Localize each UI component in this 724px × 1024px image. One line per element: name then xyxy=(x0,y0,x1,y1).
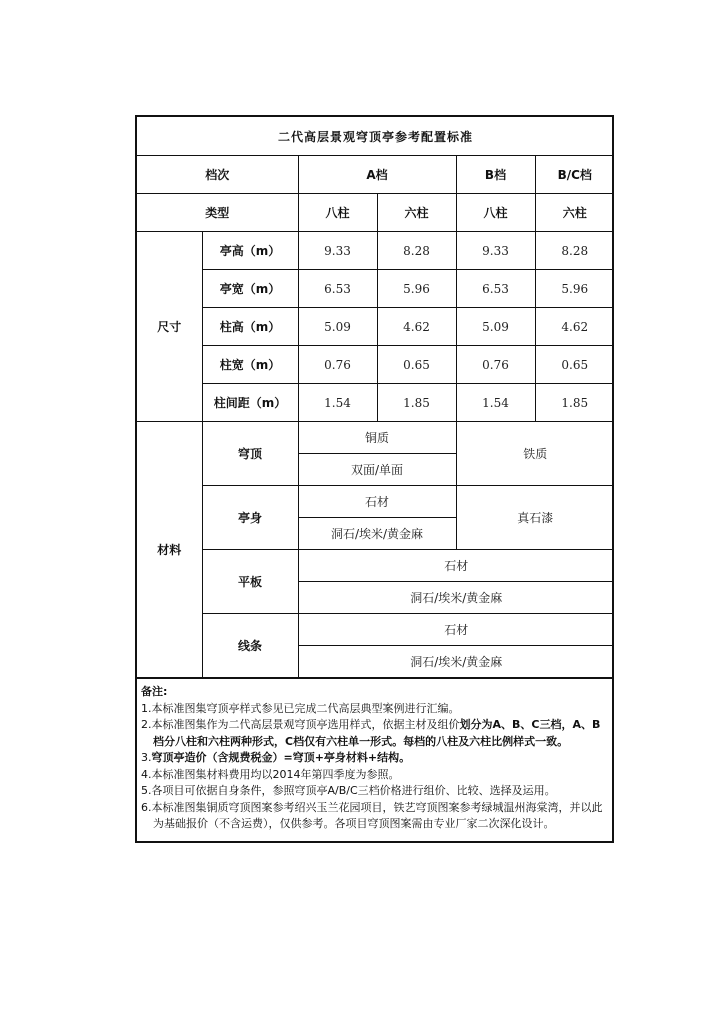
moulding-option: 洞石/埃米/黄金麻 xyxy=(298,646,614,678)
note-3-number: 3. xyxy=(141,751,152,764)
dim-value: 1.54 xyxy=(456,384,535,422)
dim-value: 0.76 xyxy=(298,346,377,384)
dim-value: 8.28 xyxy=(535,232,614,270)
moulding-material: 石材 xyxy=(298,614,614,646)
notes-section xyxy=(137,678,612,841)
dim-value: 5.96 xyxy=(535,270,614,308)
note-3-emphasis: 穹顶亭造价（含规费税金）=穹顶+亭身材料+结构。 xyxy=(151,751,411,764)
grade-b-header: B档 xyxy=(456,156,535,194)
dome-a-option: 双面/单面 xyxy=(298,454,456,486)
grade-label: 档次 xyxy=(137,156,298,194)
dim-value: 0.65 xyxy=(535,346,614,384)
note-2-text: 2.本标准图集作为二代高层景观穹顶亭选用样式，依据主材及组价 xyxy=(141,718,460,731)
body-a-material: 石材 xyxy=(298,486,456,518)
dim-label-height: 亭高（m） xyxy=(202,232,298,270)
body-a-option: 洞石/埃米/黄金麻 xyxy=(298,518,456,550)
body-label: 亭身 xyxy=(202,486,298,550)
slab-material: 石材 xyxy=(298,550,614,582)
note-5: 5.各项目可依据自身条件，参照穹顶亭A/B/C三档价格进行组价、比较、选择及运用。 xyxy=(141,784,556,797)
slab-label: 平板 xyxy=(202,550,298,614)
dim-label-column-height: 柱高（m） xyxy=(202,308,298,346)
dim-value: 1.54 xyxy=(298,384,377,422)
dim-value: 1.85 xyxy=(377,384,456,422)
dim-value: 1.85 xyxy=(535,384,614,422)
type-a-eight: 八柱 xyxy=(298,194,377,232)
dim-value: 9.33 xyxy=(298,232,377,270)
note-2 xyxy=(141,717,606,750)
dimensions-group-label: 尺寸 xyxy=(137,232,202,422)
body-bc-material: 真石漆 xyxy=(456,486,614,550)
spec-table xyxy=(137,117,614,678)
note-4: 4.本标准图集材料费用均以2014年第四季度为参照。 xyxy=(141,767,400,781)
dim-value: 9.33 xyxy=(456,232,535,270)
materials-group-label: 材料 xyxy=(137,422,202,678)
dim-value: 5.09 xyxy=(456,308,535,346)
note-3 xyxy=(141,750,606,767)
dim-value: 8.28 xyxy=(377,232,456,270)
note-2-emphasis: 划分为A、B、C三档，A、B档分八柱和六柱两种形式，C档仅有六柱单一形式。每档的八柱及六柱比例样式一致。 xyxy=(153,718,601,748)
type-b-eight: 八柱 xyxy=(456,194,535,232)
dim-value: 5.96 xyxy=(377,270,456,308)
type-bc-six: 六柱 xyxy=(535,194,614,232)
note-1: 1.本标准图集穹顶亭样式参见已完成二代高层典型案例进行汇编。 xyxy=(141,701,460,715)
dome-bc-material: 铁质 xyxy=(456,422,614,486)
type-label: 类型 xyxy=(137,194,298,232)
dim-value: 6.53 xyxy=(298,270,377,308)
dim-label-column-spacing: 柱间距（m） xyxy=(202,384,298,422)
moulding-label: 线条 xyxy=(202,614,298,678)
dim-value: 6.53 xyxy=(456,270,535,308)
dome-label: 穹顶 xyxy=(202,422,298,486)
type-a-six: 六柱 xyxy=(377,194,456,232)
page-title: 二代高层景观穹顶亭参考配置标准 xyxy=(137,117,614,156)
spec-sheet xyxy=(135,115,614,843)
dim-value: 4.62 xyxy=(535,308,614,346)
dome-a-material: 铜质 xyxy=(298,422,456,454)
dim-value: 0.76 xyxy=(456,346,535,384)
note-6: 6.本标准图集铜质穹顶图案参考绍兴玉兰花园项目，铁艺穹顶图案参考绿城温州海棠湾，并以此为基础报价（不含运费），仅供参考。各项目穹顶图案需由专业厂家二次深化设计。 xyxy=(141,800,603,830)
dim-label-width: 亭宽（m） xyxy=(202,270,298,308)
dim-value: 5.09 xyxy=(298,308,377,346)
dim-value: 4.62 xyxy=(377,308,456,346)
dim-value: 0.65 xyxy=(377,346,456,384)
grade-a-header: A档 xyxy=(298,156,456,194)
notes-title: 备注: xyxy=(141,685,168,698)
dim-label-column-width: 柱宽（m） xyxy=(202,346,298,384)
slab-option: 洞石/埃米/黄金麻 xyxy=(298,582,614,614)
grade-bc-header: B/C档 xyxy=(535,156,614,194)
